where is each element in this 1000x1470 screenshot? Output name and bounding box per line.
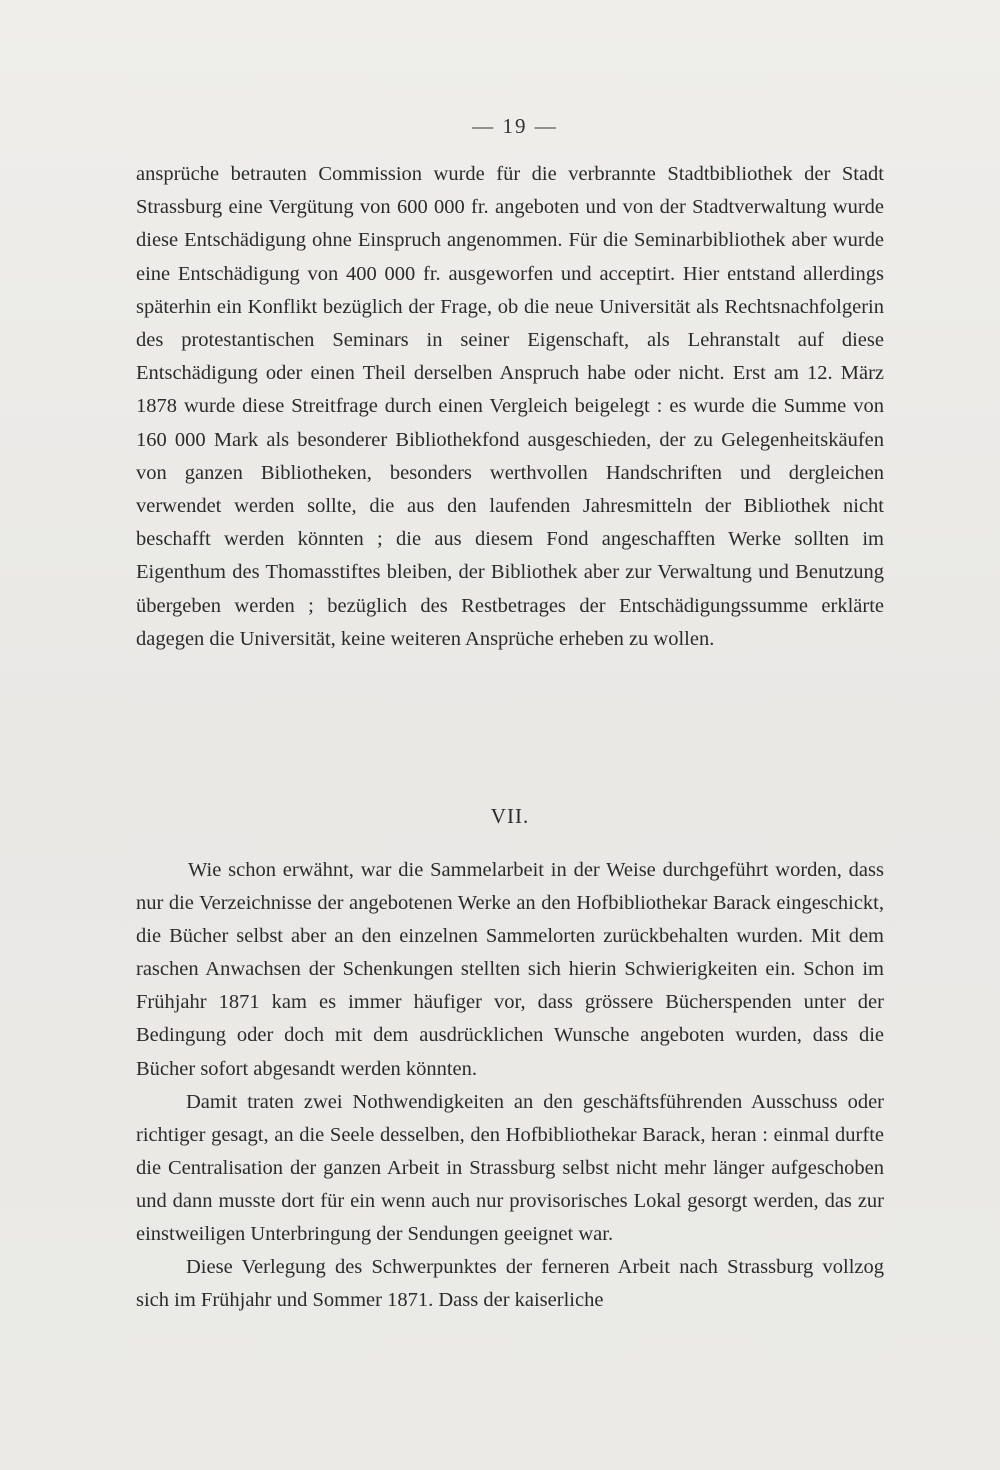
continuation-paragraph: ansprüche betrauten Commission wurde für die verbrannte Stadtbibliothek der Stadt Strassburg eine Vergütung von 600 000 fr. angeboten und von der Stadtverwaltung wurde diese Entschädigung ohne Einspruch angenommen. Für die Seminarbibliothek aber wurde eine Entschädigung von 400 000 fr. ausgeworfen und acceptirt. Hier entstand allerdings späterhin ein Konflikt bezüglich der Frage, ob die neue Universität als Rechtsnachfolgerin des protestantischen Seminars in seiner Eigenschaft, als Lehranstalt auf diese Entschädigung oder einen Theil derselben Anspruch habe oder nicht. Erst am 12. März 1878 wurde diese Streitfrage durch einen Vergleich beigelegt : es wurde die Summe von 160 000 Mark als besonderer Bibliothekfond ausgeschieden, der zu Gelegenheitskäufen von ganzen Bibliotheken, besonders werthvollen Handschriften und dergleichen verwendet werden sollte, die aus den laufenden Jahresmitteln der Bibliothek nicht beschafft werden könnten ; die aus diesem Fond angeschafften Werke sollten im Eigenthum des Thomasstiftes bleiben, der Bibliothek aber zur Verwaltung und Benutzung übergeben werden ; bezüglich des Restbetrages der Entschädigungssumme erklärte dagegen die Universität, keine weiteren Ansprüche erheben zu wollen. bbox=[136, 163, 884, 650]
section-paragraph-3: Diese Verlegung des Schwerpunktes der ferneren Arbeit nach Strassburg vollzog sich im Frühjahr und Sommer 1871. Dass der kaiserliche bbox=[136, 1256, 884, 1312]
section-body bbox=[136, 854, 884, 1317]
section-paragraph-1: Wie schon erwähnt, war die Sammelarbeit in der Weise durchgeführt worden, dass nur die Verzeichnisse der angebotenen Werke an den Hofbibliothekar Barack eingeschickt, die Bücher selbst aber an den einzelnen Sammelorten zurückbehalten wurden. Mit dem raschen Anwachsen der Schenkungen stellten sich hierin Schwierigkeiten ein. Schon im Frühjahr 1871 kam es immer häufiger vor, dass grössere Bücherspenden unter der Bedingung oder doch mit dem ausdrücklichen Wunsche angeboten wurden, dass die Bücher sofort abgesandt werden könnten. bbox=[136, 859, 884, 1080]
page-number: — 19 — bbox=[472, 114, 558, 138]
section-heading: VII. bbox=[490, 804, 530, 828]
section-paragraph-2: Damit traten zwei Nothwendigkeiten an den geschäftsführenden Ausschuss oder richtiger gesagt, an die Seele desselben, den Hofbibliothekar Barack, heran : einmal durfte die Centralisation der ganzen Arbeit in Strassburg selbst nicht mehr länger aufgeschoben und dann musste dort für ein wenn auch nur provisorisches Lokal gesorgt werden, das zur einstweiligen Unterbringung der Sendungen geeignet war. bbox=[136, 1090, 884, 1246]
continuation-paragraph-block bbox=[136, 158, 884, 656]
